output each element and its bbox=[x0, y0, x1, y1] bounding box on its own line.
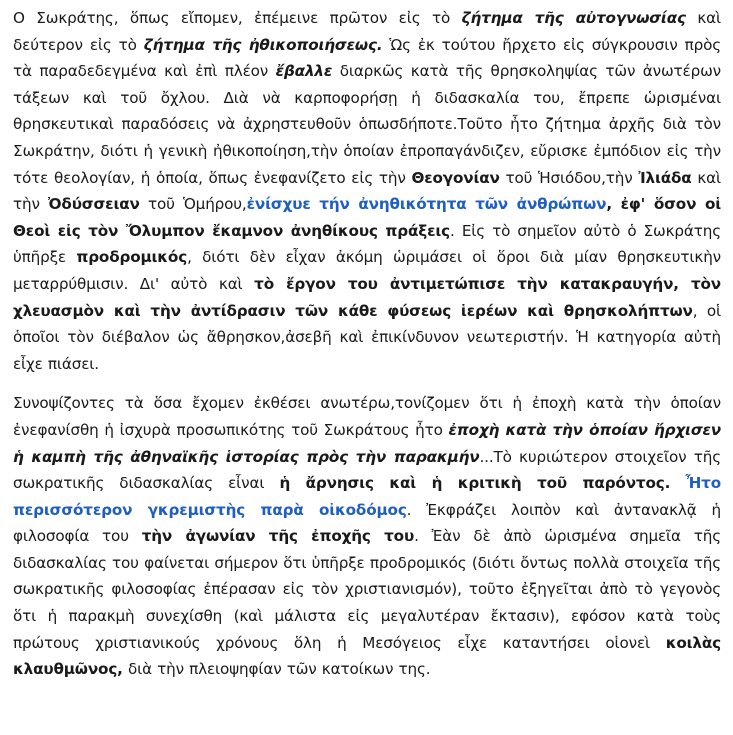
highlighted-text-run: ἐνίσχυε τήν ἀνηθικότητα τῶν ἀνθρώπων bbox=[246, 195, 607, 214]
text-run: καὶ δεύτερον εἰς τὸ bbox=[13, 9, 721, 54]
text-run: Συνοψίζοντες τὰ ὅσα ἔχομεν ἐκθέσει ανωτέρω,τονίζομεν ὅτι ἡ ἐποχὴ κατὰ τὴν ὁποίαν ἐνεφανίσθη ἡ ἰσχυρὰ προσωπικότης τοῦ Σωκράτους ἦτο bbox=[13, 394, 721, 439]
bold-text-run: τὴν ἀγωνίαν τῆς ἐποχῆς του bbox=[141, 527, 415, 546]
paragraph-2 bbox=[13, 390, 721, 683]
bold-text-run: ἡ ἄρνησις καὶ ἡ κριτικὴ τοῦ παρόντος. bbox=[279, 474, 671, 493]
text-run: διὰ τὴν πλειοψηφίαν τῶν κατοίκων της. bbox=[122, 660, 431, 679]
bold-text-run: Θεογονίαν bbox=[411, 168, 500, 187]
text-run: καὶ τὴν bbox=[13, 168, 721, 214]
text-run: τοῦ Ἡσιόδου,τὴν bbox=[499, 168, 639, 187]
bold-text-run: Ὀδύσσειαν bbox=[48, 195, 140, 214]
bold-text-run: προδρομικός bbox=[76, 248, 188, 267]
highlighted-text-run: Ἦτο περισσότερον γκρεμιστὴς παρὰ οἰκοδόμος bbox=[13, 474, 721, 519]
text-run: τοῦ Ὁμήρου, bbox=[139, 195, 247, 214]
text-run: . Ἐὰν δὲ ἀπὸ ὡρισμένα σημεῖα τῆς διδασκαλίας του φαίνεται σήμερον ὅτι ὑπῆρξε προδρομικός (διότι ὄντως πολλὰ στοιχεῖα τῆς σωκρατικῆς φιλοσοφίας ἐπέρασαν εἰς τὸν χριστιανισμόν), τοῦτο ἐξηγεῖται ἀπὸ τὸ γεγονὸς ὅτι ἡ παρακμὴ συνεχίσθη (καὶ μάλιστα εἰς μεγαλυτέραν ἔκτασιν), εφόσον κατὰ τοὺς πρώτους χριστιανικούς χρόνους ὅλη ἡ Μεσόγειος εἶχε καταντήσει οἱονεὶ bbox=[13, 527, 721, 652]
text-run: . Εἰς τὸ σημεῖον αὐτὸ ὁ Σωκράτης ὑπῆρξε bbox=[13, 221, 721, 267]
bold-text-run: τὸ ἔργον του ἀντιμετώπισε τὴν κατακραυγήν, τὸν χλευασμὸν καὶ τὴν ἀντίδρασιν τῶν κάθε φύσεως ἱερέων καὶ θρησκολήπτων bbox=[13, 274, 721, 320]
text-run: Ο Σωκράτης, ὅπως εἴπομεν, ἐπέμεινε πρῶτον εἰς τὸ bbox=[13, 9, 462, 27]
text-run bbox=[670, 474, 685, 492]
text-run: διαρκῶς κατὰ τῆς θρησκοληψίας τῶν ἀνωτέρων τάξεων καὶ τοῦ ὄχλου. Διὰ νὰ καρποφορήσῃ ἡ διδασκαλία του, ἔπρεπε ὡρισμέναι θρησκευτικαὶ παραδόσεις νὰ ἀχρηστευθοῦν ὁπωσδήποτε.Τοῦτο ἦτο ζήτημα ἀρχῆς διὰ τὸν Σωκράτην, διότι ἡ γενικὴ ἠθικοποίηση,τὴν ὁποίαν ἐπροπαγάνδιζεν, εὔρισκε ἐμπόδιον εἰς τὴν τότε θεολογίαν, ἡ ὁποία, ὅπως ἐνεφανίζετο εἰς τὴν bbox=[13, 62, 721, 187]
bold-italic-text-run: ζήτημα τῆς αὐτογνωσίας bbox=[461, 9, 686, 27]
text-run: . Ἐκφράζει λοιπὸν καὶ ἀντανακλᾷ ἡ φιλοσοφία του bbox=[13, 500, 721, 546]
paragraph-1 bbox=[13, 5, 721, 377]
bold-text-run: Ἰλιάδα bbox=[638, 168, 692, 187]
text-run: , οἱ ὁποῖοι τὸν διέβαλον ὡς ἄθρησκον,ἀσεβῆ καὶ ἐπικίνδυνον νεωτεριστήν. Ἡ κατηγορία αὐτὴ εἶχε πιάσει. bbox=[13, 301, 721, 373]
bold-italic-text-run: ζήτημα τῆς ἠθικοποιήσεως. bbox=[143, 35, 383, 54]
text-run: Ὡς ἐκ τούτου ἤρχετο εἰς σύγκρουσιν πρὸς τὰ παραδεδεγμένα καὶ ἐπὶ πλέον bbox=[13, 35, 721, 81]
bold-italic-text-run: ἐποχὴ κατὰ τὴν ὁποίαν ἤρχισεν ἡ καμπὴ τῆς ἀθηναϊκῆς ἱστορίας πρὸς τὴν παρακμήν bbox=[13, 420, 721, 466]
bold-text-run: , ἐφ' ὅσον οἱ Θεοὶ εἰς τὸν Ὄλυμπον ἔκαμνον ἀνηθίκους πράξεις bbox=[13, 195, 722, 240]
text-run: , διότι δὲν εἶχαν ἀκόμη ὡριμάσει οἱ ὅροι διὰ μίαν θρησκευτικὴν μεταρρύθμισιν. Δι' αὐτὸ καὶ bbox=[13, 248, 722, 293]
text-run: ...Τὸ κυριώτερον στοιχεῖον τῆς σωκρατικῆς διδασκαλίας εἶναι bbox=[13, 447, 721, 493]
bold-italic-text-run: ἔβαλλε bbox=[275, 62, 333, 81]
bold-text-run: κοιλὰς κλαυθμῶνος, bbox=[13, 633, 721, 679]
